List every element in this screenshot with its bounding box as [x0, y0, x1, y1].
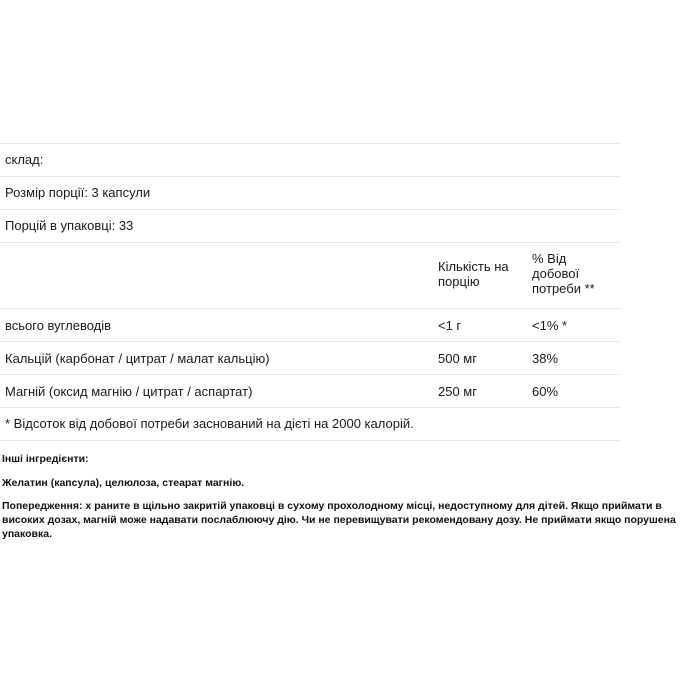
other-ingredients-text: Желатин (капсула), целюлоза, стеарат магнію.	[2, 477, 245, 489]
nutrient-name: Кальцій (карбонат / цитрат / малат кальцію)	[5, 351, 270, 366]
daily-value-header: % Від добової потреби **	[532, 251, 595, 296]
table-row	[0, 341, 620, 374]
serving-size-row	[0, 176, 620, 209]
nutrient-name: Магній (оксид магнію / цитрат / аспартат)	[5, 384, 253, 399]
other-ingredients-heading: Інші інгредієнти:	[2, 453, 89, 465]
nutrient-daily-value: 60%	[532, 384, 559, 399]
table-bottom-divider	[0, 440, 620, 441]
column-header-row	[0, 242, 620, 308]
table-row	[0, 374, 620, 407]
nutrient-amount: 500 мг	[438, 351, 477, 366]
nutrient-daily-value: <1% *	[532, 318, 568, 333]
amount-header: Кількість на порцію	[438, 259, 509, 289]
nutrient-name: всього вуглеводів	[5, 318, 112, 333]
nutrient-amount: <1 г	[438, 318, 462, 333]
product-notes	[2, 452, 686, 541]
nutrient-daily-value: 38%	[532, 351, 559, 366]
supplement-facts-table	[0, 143, 620, 441]
table-title-row	[0, 143, 620, 176]
table-row	[0, 308, 620, 341]
daily-value-footnote: * Відсоток від добової потреби заснований на дієті на 2000 калорій.	[5, 416, 414, 431]
nutrient-amount: 250 мг	[438, 384, 477, 399]
servings-per-container: Порцій в упаковці: 33	[5, 218, 134, 233]
footnote-row	[0, 407, 620, 440]
warning-text: Попередження: х раните в щільно закритій упаковці в сухому прохолодному місці, недоступному для дітей. Якщо приймати в високих дозах, магній може надавати послаблюючу дію. Чи не перевищувати рекомендовану дозу. Не приймати якщо порушена упаковка.	[2, 500, 676, 540]
table-title: склад:	[5, 152, 44, 167]
servings-per-container-row	[0, 209, 620, 242]
serving-size: Розмір порції: 3 капсули	[5, 185, 151, 200]
